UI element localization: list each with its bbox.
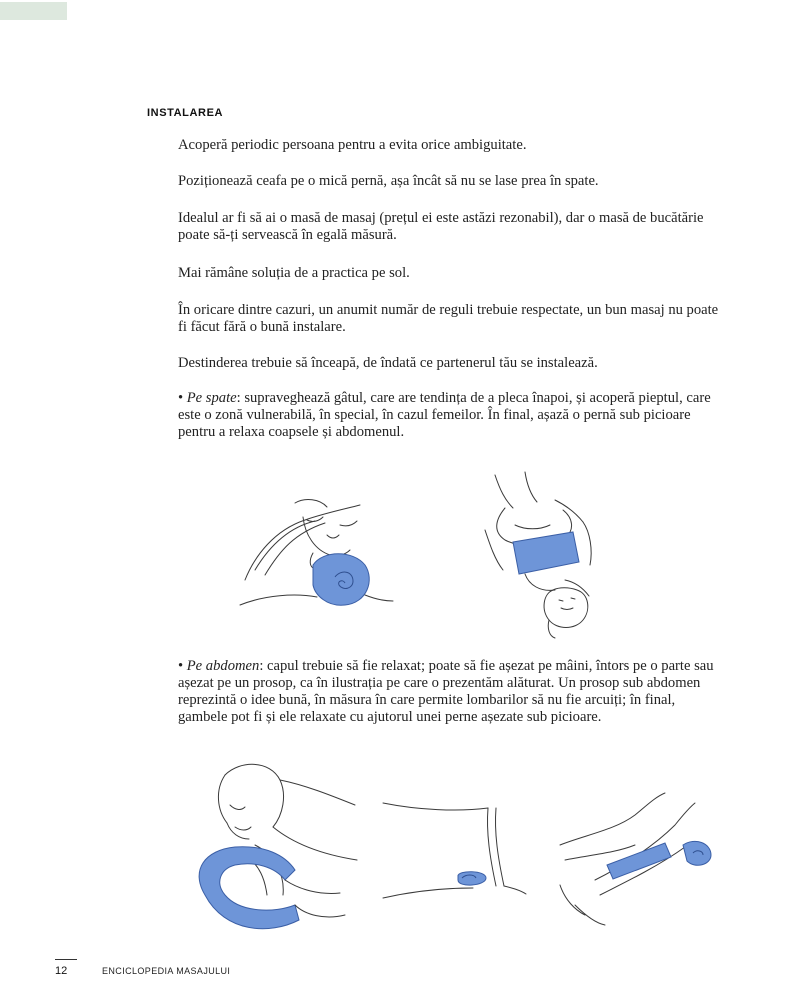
bullet: • [178,390,184,406]
book-title: ENCICLOPEDIA MASAJULUI [102,966,231,976]
illustration-head-pillow [185,755,360,940]
position-label-belly: Pe abdomen [186,658,260,674]
illustration-back-lying [465,470,615,640]
back-position-text: : supraveghează gâtul, care are tendința de a pleca înapoi, și acoperă pieptul, care este o zonă vulnerabilă, în special, în cazul femeilor. În final, așază o pernă sub picioare pentru a relaxa coapsele și abdomenul. [178,390,711,440]
page-number: 12 [55,965,68,977]
paragraph-back-position [178,390,723,441]
paragraph-massage-table: Idealul ar fi să ai o masă de masaj (prețul ei este astăzi rezonabil), dar o masă de bucătărie poate să-ți servească în egală măsură. [178,210,704,243]
illustration-abdomen-towel [378,798,528,903]
paragraph-cover: Acoperă periodic persoana pentru a evita orice ambiguitate. [178,137,527,153]
paragraph-floor: Mai rămâne soluția de a practica pe sol. [178,265,410,281]
belly-position-text: : capul trebuie să fie relaxat; poate să fie așezat pe mâini, întors pe o parte sau așezat pe un prosop, ca în ilustrația pe care o prezentăm alăturat. Un prosop sub abdomen reprezintă o idee bună, în măsura în care permite lombarilor să nu fie arcuiți; în final, gambele pot fi și ele relaxate cu ajutorul unei perne așezate sub picioare. [178,658,714,725]
paragraph-neck-pillow: Poziționează ceafa pe o mică pernă, așa încât să nu se lase prea în spate. [178,173,599,189]
bullet: • [178,658,184,674]
position-label-back: Pe spate [186,390,237,406]
illustration-neck-pillow [235,495,395,620]
section-heading: INSTALAREA [147,107,224,119]
paragraph-relaxation: Destinderea trebuie să înceapă, de îndată ce partenerul tău se instalează. [178,355,598,371]
illustration-ankle-roll [555,785,720,930]
paragraph-belly-position [178,658,723,726]
corner-tab [0,2,67,20]
paragraph-rules: În oricare dintre cazuri, un anumit număr de reguli trebuie respectate, un bun masaj nu poate fi făcut fără o bună instalare. [178,302,719,335]
footer-rule [55,959,77,960]
